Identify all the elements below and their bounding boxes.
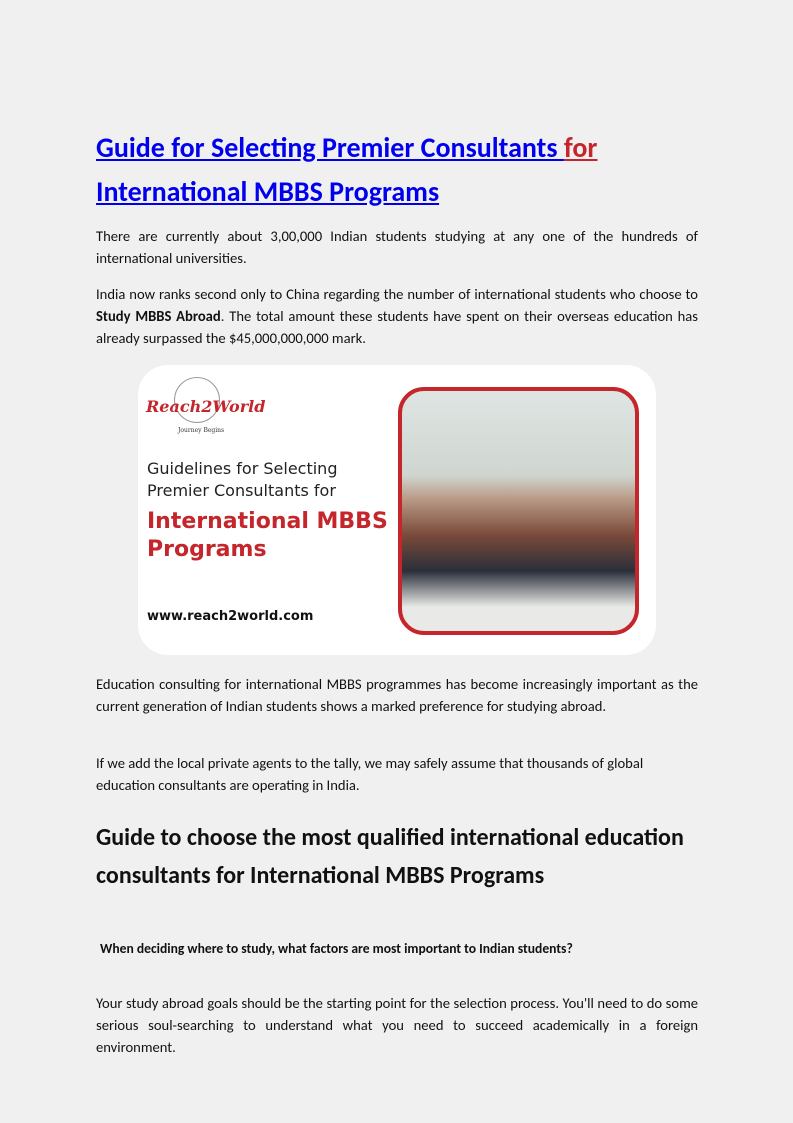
section-subheading: When deciding where to study, what factors are most important to Indian students? xyxy=(100,940,573,957)
banner-url: www.reach2world.com xyxy=(147,609,314,624)
banner-subtitle-line2: Premier Consultants for xyxy=(147,481,336,500)
page-title xyxy=(96,126,716,214)
logo-text: Reach2World xyxy=(146,397,266,416)
paragraph-2 xyxy=(96,283,698,349)
banner-image xyxy=(138,365,656,655)
title-text-line2: International MBBS Programs xyxy=(96,174,440,209)
paragraph-2-text-end: . The total amount these students have spent on their overseas education has already surpassed the $45,000,000,000 mark. xyxy=(96,307,698,347)
paragraph-4: If we add the local private agents to the tally, we may safely assume that thousands of global education consultants are operating in India. xyxy=(96,754,644,794)
paragraph-2-text: India now ranks second only to China regarding the number of international students who choose to xyxy=(96,285,698,303)
paragraph-1: There are currently about 3,00,000 Indian students studying at any one of the hundreds of international universities. xyxy=(96,227,698,267)
reach2world-logo xyxy=(146,377,266,437)
banner-heading xyxy=(147,508,388,564)
paragraph-3: Education consulting for international MBBS programmes has become increasingly important as the current generation of Indian students shows a marked preference for studying abroad. xyxy=(96,675,698,715)
students-photo xyxy=(398,387,639,635)
title-link[interactable] xyxy=(96,130,597,209)
banner-subtitle-line1: Guidelines for Selecting xyxy=(147,459,338,478)
banner-heading-line2: Programs xyxy=(147,537,267,562)
section-heading: Guide to choose the most qualified international education consultants for International MBBS Programs xyxy=(96,823,684,890)
title-red-text: for xyxy=(563,130,598,165)
banner-subtitle xyxy=(147,458,337,502)
study-mbbs-abroad-bold: Study MBBS Abroad xyxy=(96,307,221,325)
banner-heading-line1: International MBBS xyxy=(147,509,388,534)
logo-tagline: Journey Begins xyxy=(178,427,225,434)
paragraph-5: Your study abroad goals should be the starting point for the selection process. You'll need to do some serious soul-searching to understand what you need to succeed academically in a foreign environment. xyxy=(96,994,698,1056)
title-text: Guide for Selecting Premier Consultants xyxy=(96,130,564,165)
